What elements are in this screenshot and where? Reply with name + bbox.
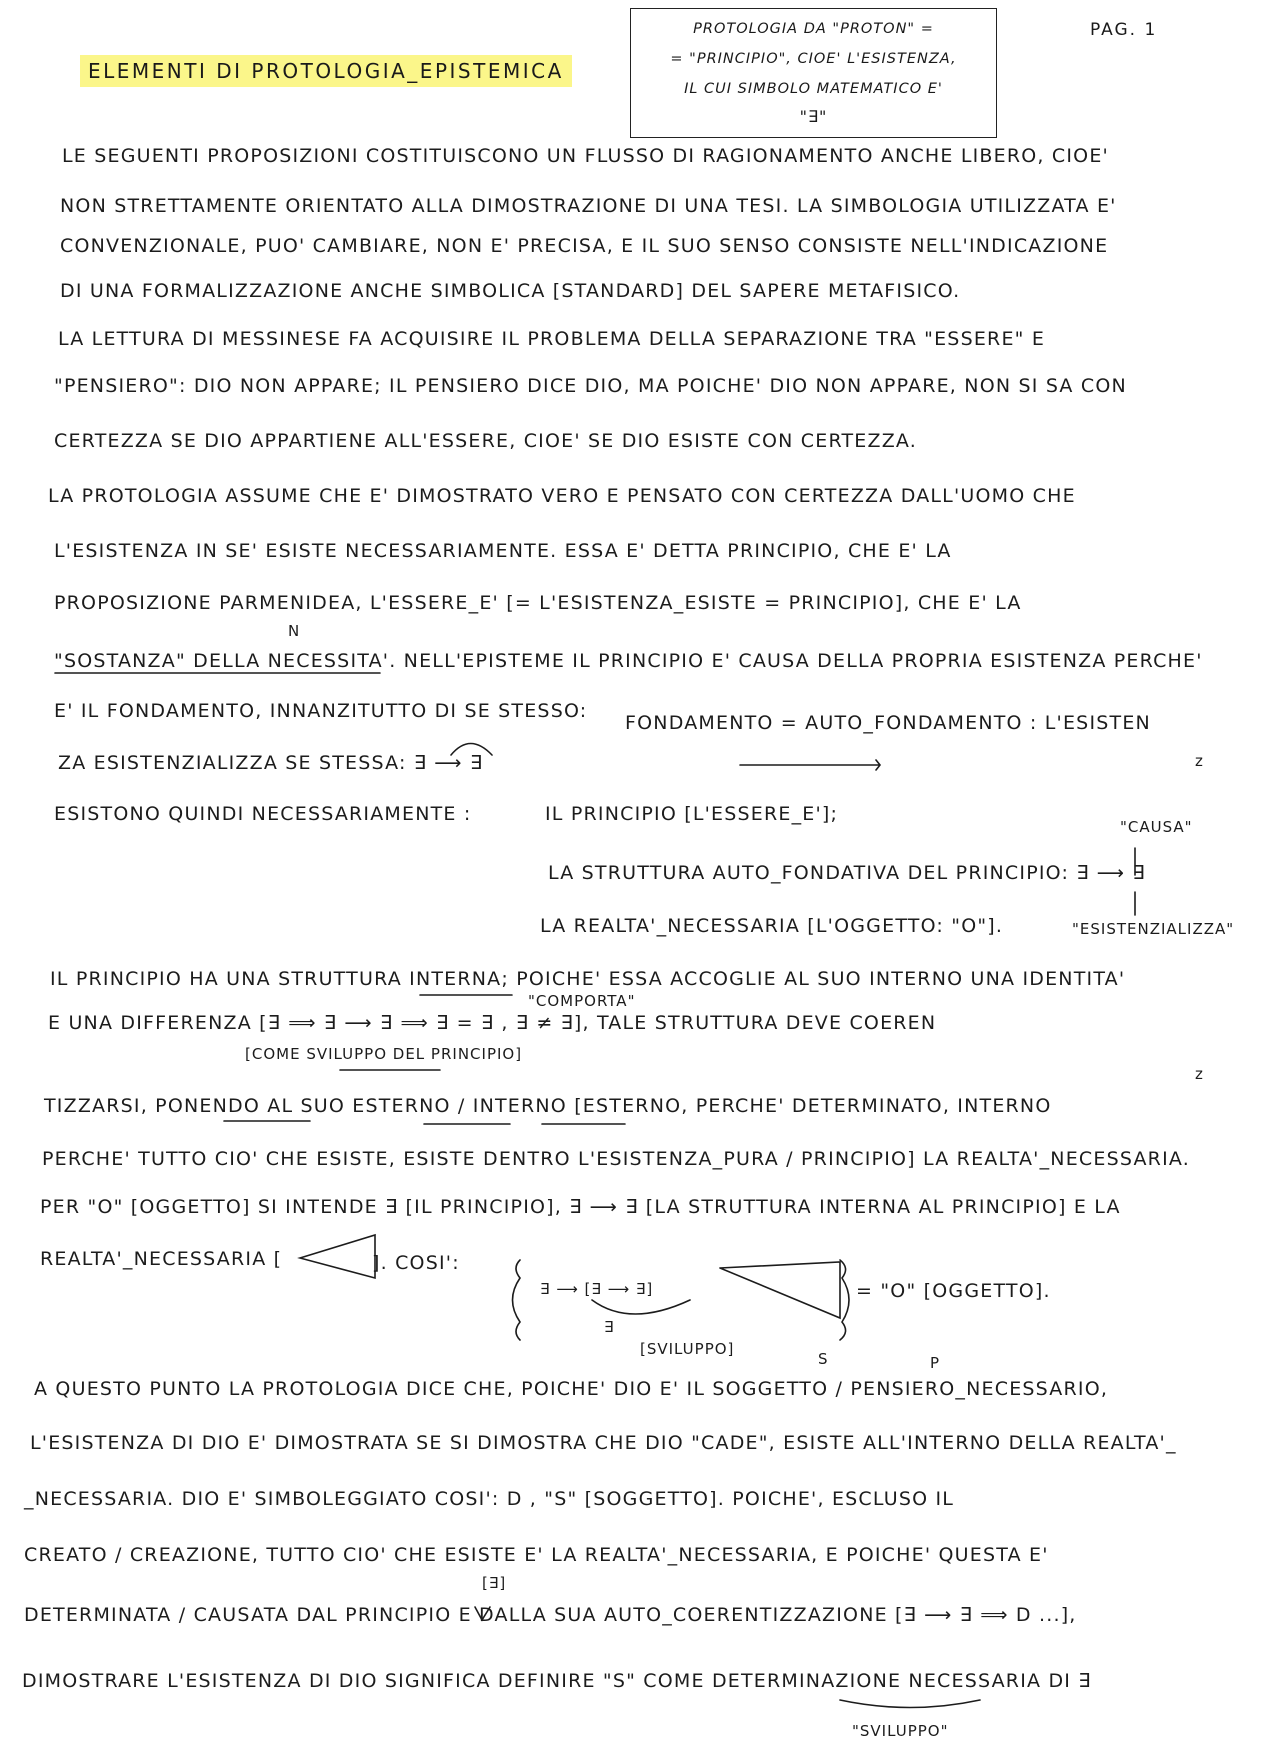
formula: ∃ ⟶ [∃ ⟶ ∃] — [540, 1280, 654, 1298]
text-line: LA PROTOLOGIA ASSUME CHE E' DIMOSTRATO VERO E PENSATO CON CERTEZZA DALL'UOMO CHE — [48, 485, 1076, 507]
text-line: "PENSIERO": DIO NON APPARE; IL PENSIERO DICE DIO, MA POICHE' DIO NON APPARE, NON SI SA CON — [54, 375, 1127, 397]
page-title: ELEMENTI DI PROTOLOGIA_EPISTEMICA — [80, 55, 572, 87]
text-line: DETERMINATA / CAUSATA DAL PRINCIPIO E DALLA SUA AUTO_COERENTIZZAZIONE [∃ ⟶ ∃ ⟹ D ...], — [24, 1604, 1077, 1626]
text-line: PROPOSIZIONE PARMENIDEA, L'ESSERE_E' [= L'ESISTENZA_ESISTE = PRINCIPIO], CHE E' LA — [54, 592, 1022, 614]
box-line: PROTOLOGIA DA "PROTON" = — [693, 21, 934, 37]
box-line: = "PRINCIPIO", CIOE' L'ESISTENZA, — [670, 51, 957, 67]
text-line: REALTA'_NECESSARIA [ — [40, 1248, 283, 1270]
triangle-icon — [300, 1235, 375, 1278]
text-line: L'ESISTENZA DI DIO E' DIMOSTRATA SE SI DIMOSTRA CHE DIO "CADE", ESISTE ALL'INTERNO DELLA REALTA'_ — [30, 1432, 1177, 1454]
annotation-p: P — [930, 1354, 941, 1372]
text-line: ]. COSI': — [372, 1252, 460, 1274]
text-line: TIZZARSI, PONENDO AL SUO ESTERNO / INTERNO [ESTERNO, PERCHE' DETERMINATO, INTERNO — [44, 1095, 1052, 1117]
annotation-z: z — [1195, 752, 1204, 770]
annotation-esistenzializza: "ESISTENZIALIZZA" — [1072, 920, 1235, 938]
brace-sviluppo — [840, 1700, 980, 1708]
caret-icon — [475, 1607, 490, 1620]
text-line: CONVENZIONALE, PUO' CAMBIARE, NON E' PRECISA, E IL SUO SENSO CONSISTE NELL'INDICAZIONE — [60, 235, 1109, 257]
text-line: LA LETTURA DI MESSINESE FA ACQUISIRE IL PROBLEMA DELLA SEPARAZIONE TRA "ESSERE" E — [58, 328, 1046, 350]
text-line: CERTEZZA SE DIO APPARTIENE ALL'ESSERE, CIOE' SE DIO ESISTE CON CERTEZZA. — [54, 430, 918, 452]
text-line: LE SEGUENTI PROPOSIZIONI COSTITUISCONO UN FLUSSO DI RAGIONAMENTO ANCHE LIBERO, CIOE' — [62, 145, 1109, 167]
annotation-sviluppo: [SVILUPPO] — [640, 1340, 735, 1358]
left-brace — [513, 1260, 521, 1340]
annotation-s: S — [818, 1350, 829, 1368]
annotation-causa: "CAUSA" — [1120, 818, 1193, 836]
cross-stroke — [592, 1300, 690, 1314]
text-line: = "O" [OGGETTO]. — [856, 1280, 1051, 1302]
text-line: L'ESISTENZA IN SE' ESISTE NECESSARIAMENTE. ESSA E' DETTA PRINCIPIO, CHE E' LA — [54, 540, 952, 562]
text-line: CREATO / CREAZIONE, TUTTO CIO' CHE ESISTE E' LA REALTA'_NECESSARIA, E POICHE' QUESTA E' — [24, 1544, 1049, 1566]
text-line: PERCHE' TUTTO CIO' CHE ESISTE, ESISTE DENTRO L'ESISTENZA_PURA / PRINCIPIO] LA REALTA'_NECESSARIA. — [42, 1148, 1190, 1170]
text-line: DIMOSTRARE L'ESISTENZA DI DIO SIGNIFICA DEFINIRE "S" COME DETERMINAZIONE NECESSARIA DI ∃ — [22, 1670, 1092, 1692]
text-line: ZA ESISTENZIALIZZA SE STESSA: ∃ ⟶ ∃ — [58, 752, 484, 774]
text-line: PER "O" [OGGETTO] SI INTENDE ∃ [IL PRINCIPIO], ∃ ⟶ ∃ [LA STRUTTURA INTERNA AL PRINCIPIO] E LA — [40, 1196, 1121, 1218]
text-line: ESISTONO QUINDI NECESSARIAMENTE : — [54, 803, 472, 825]
annotation-exists-bracket: [∃] — [482, 1574, 507, 1592]
text-line: E' IL FONDAMENTO, INNANZITUTTO DI SE STESSO: — [54, 700, 588, 722]
annotation-exists: ∃ — [604, 1318, 615, 1336]
text-line: E UNA DIFFERENZA [∃ ⟹ ∃ ⟶ ∃ ⟹ ∃ = ∃ , ∃ ≠ ∃], TALE STRUTTURA DEVE COEREN — [48, 1012, 937, 1034]
annotation-n: N — [288, 622, 301, 640]
text-line: NON STRETTAMENTE ORIENTATO ALLA DIMOSTRAZIONE DI UNA TESI. LA SIMBOLOGIA UTILIZZATA E' — [60, 195, 1117, 217]
arrow-icon — [740, 760, 880, 770]
text-line: FONDAMENTO = AUTO_FONDAMENTO : L'ESISTEN — [625, 712, 1151, 734]
annotation-z: z — [1195, 1065, 1204, 1083]
box-line: IL CUI SIMBOLO MATEMATICO E' — [684, 81, 943, 97]
annotation-comporta: "COMPORTA" — [528, 992, 636, 1010]
text-line: IL PRINCIPIO HA UNA STRUTTURA INTERNA; POICHE' ESSA ACCOGLIE AL SUO INTERNO UNA IDENTITA' — [50, 968, 1126, 990]
list-item: LA STRUTTURA AUTO_FONDATIVA DEL PRINCIPIO: ∃ ⟶ ∃ — [548, 862, 1146, 884]
list-item: IL PRINCIPIO [L'ESSERE_E']; — [545, 803, 839, 825]
page-number: PAG. 1 — [1090, 20, 1158, 40]
box-line: "∃" — [799, 107, 828, 126]
annotation-sviluppo-bottom: "SVILUPPO" — [852, 1722, 949, 1740]
text-line: DI UNA FORMALIZZAZIONE ANCHE SIMBOLICA [STANDARD] DEL SAPERE METAFISICO. — [60, 280, 961, 302]
text-line: A QUESTO PUNTO LA PROTOLOGIA DICE CHE, POICHE' DIO E' IL SOGGETTO / PENSIERO_NECESSARIO, — [34, 1378, 1109, 1400]
loop-arrow-icon — [451, 744, 492, 756]
right-brace — [840, 1260, 849, 1340]
annotation-come-sviluppo: [COME SVILUPPO DEL PRINCIPIO] — [245, 1045, 523, 1063]
list-item: LA REALTA'_NECESSARIA [L'OGGETTO: "O"]. — [540, 915, 1004, 937]
text-line: _NECESSARIA. DIO E' SIMBOLEGGIATO COSI': D , "S" [SOGGETTO]. POICHE', ESCLUSO IL — [24, 1488, 955, 1510]
triangle-icon-2 — [720, 1262, 840, 1318]
text-line: "SOSTANZA" DELLA NECESSITA'. NELL'EPISTEME IL PRINCIPIO E' CAUSA DELLA PROPRIA ESISTENZA PERCHE' — [54, 650, 1203, 672]
